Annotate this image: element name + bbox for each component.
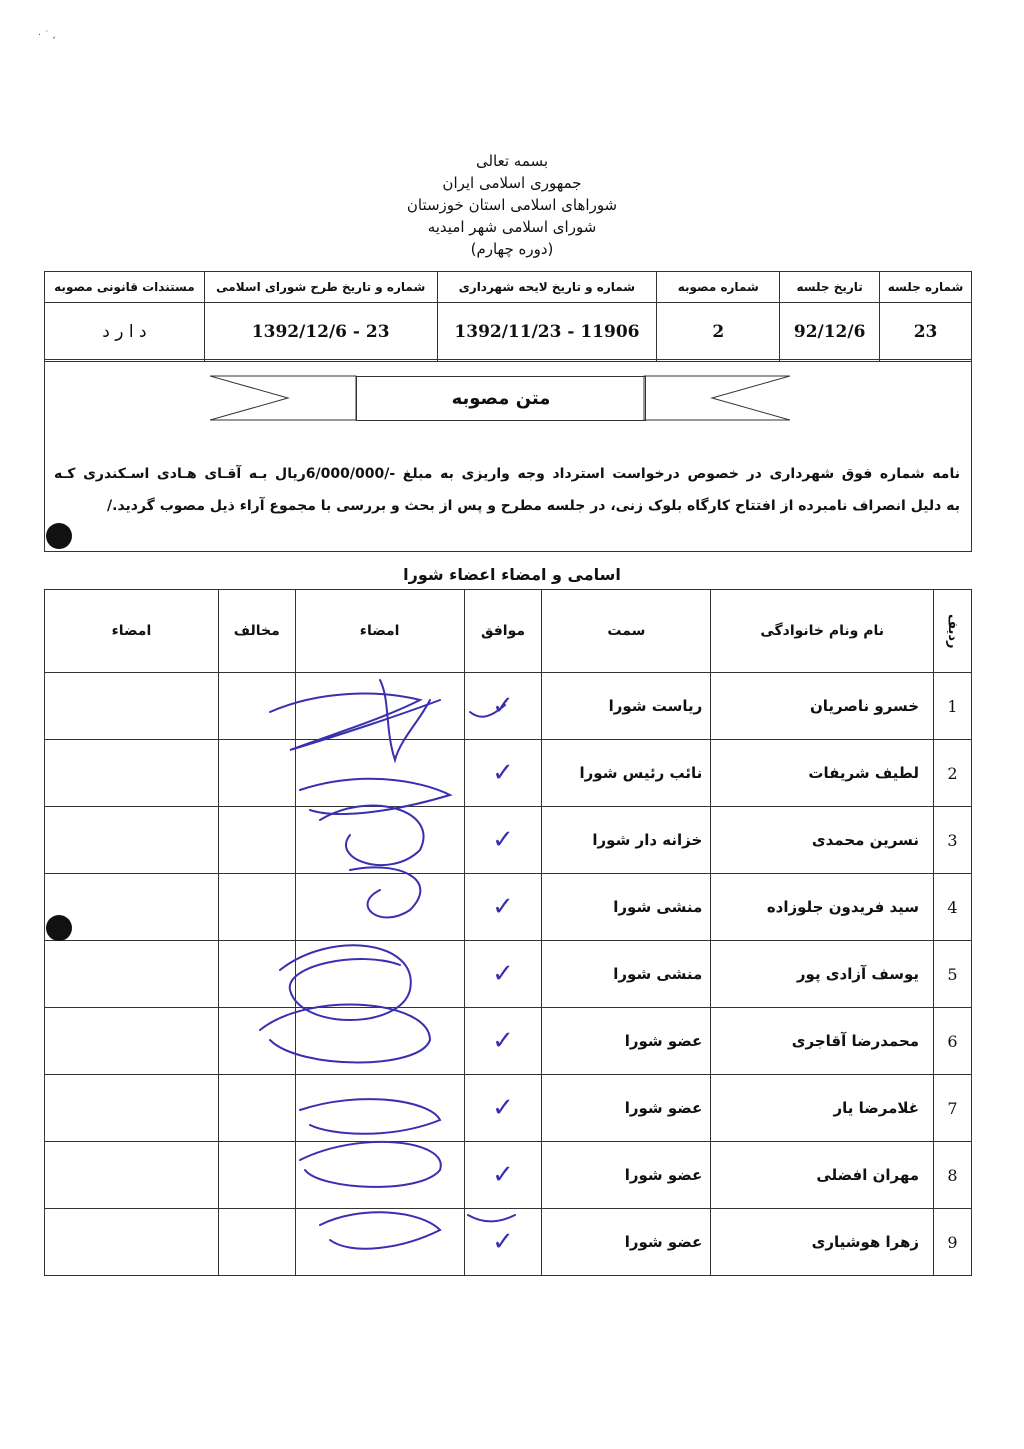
member-name: محمدرضا آقاجری	[711, 1008, 934, 1075]
resolution-line: به دلیل انصراف نامبرده از افتتاح کارگاه بلوک زنی، در جلسه مطرح و پس از بحث و بررسی با مجموع آراء ذیل مصوب گردید./	[107, 498, 960, 514]
member-disagree	[218, 740, 295, 807]
member-row	[45, 740, 972, 807]
member-signature-2	[45, 1142, 219, 1209]
members-header-row	[45, 590, 972, 673]
member-num: 2	[934, 740, 972, 807]
member-role: عضو شورا	[542, 1008, 711, 1075]
header-line: جمهوری اسلامی ایران	[442, 174, 582, 192]
member-signature	[295, 1142, 464, 1209]
meta-value-cell: د ا ر د	[45, 303, 205, 362]
member-agree: ✓	[464, 673, 542, 740]
member-signature-2	[45, 673, 219, 740]
member-num: 7	[934, 1075, 972, 1142]
meta-header-cell: شماره و تاریخ لایحه شهرداری	[437, 272, 657, 303]
member-disagree	[218, 1209, 295, 1276]
member-signature	[295, 1008, 464, 1075]
meta-value-cell: 92/12/6	[780, 303, 880, 362]
member-agree: ✓	[464, 1142, 542, 1209]
member-agree: ✓	[464, 1209, 542, 1276]
member-row	[45, 941, 972, 1008]
resolution-title: متن مصوبه	[356, 376, 646, 421]
meta-table	[44, 271, 972, 362]
member-signature-2	[45, 807, 219, 874]
meta-header-cell: تاریخ جلسه	[780, 272, 880, 303]
header-row-num: ردیف	[934, 590, 972, 673]
header-sign: امضاء	[45, 590, 219, 673]
header-name: نام ونام خانوادگی	[711, 590, 934, 673]
member-role: ریاست شورا	[542, 673, 711, 740]
member-role: عضو شورا	[542, 1209, 711, 1276]
member-signature	[295, 874, 464, 941]
meta-header-cell: شماره و تاریخ طرح شورای اسلامی	[204, 272, 437, 303]
meta-value-cell: 23	[880, 303, 972, 362]
member-signature	[295, 1075, 464, 1142]
member-name: سید فریدون جلوزاده	[711, 874, 934, 941]
member-row	[45, 673, 972, 740]
member-disagree	[218, 1008, 295, 1075]
member-num: 1	[934, 673, 972, 740]
member-name: نسرین محمدی	[711, 807, 934, 874]
member-role: منشی شورا	[542, 941, 711, 1008]
member-num: 3	[934, 807, 972, 874]
header-line: شوراهای اسلامی استان خوزستان	[406, 196, 618, 214]
member-row	[45, 1209, 972, 1276]
member-row	[45, 1075, 972, 1142]
member-num: 9	[934, 1209, 972, 1276]
member-row	[45, 1008, 972, 1075]
member-disagree	[218, 1075, 295, 1142]
member-signature-2	[45, 1075, 219, 1142]
member-num: 4	[934, 874, 972, 941]
header-role: سمت	[542, 590, 711, 673]
resolution-text	[54, 458, 960, 522]
member-row	[45, 874, 972, 941]
punch-hole	[46, 915, 72, 941]
member-agree: ✓	[464, 1075, 542, 1142]
member-row	[45, 807, 972, 874]
member-name: یوسف آزادی پور	[711, 941, 934, 1008]
member-disagree	[218, 941, 295, 1008]
member-name: غلامرضا یار	[711, 1075, 934, 1142]
header-sign: امضاء	[295, 590, 464, 673]
members-title: اسامی و امضاء اعضاء شورا	[403, 565, 621, 584]
member-name: زهرا هوشیاری	[711, 1209, 934, 1276]
meta-header-row	[45, 272, 972, 303]
member-signature	[295, 1209, 464, 1276]
member-role: عضو شورا	[542, 1142, 711, 1209]
member-num: 5	[934, 941, 972, 1008]
member-disagree	[218, 673, 295, 740]
member-signature-2	[45, 740, 219, 807]
member-agree: ✓	[464, 874, 542, 941]
member-name: مهران افضلی	[711, 1142, 934, 1209]
member-agree: ✓	[464, 807, 542, 874]
resolution-line: نامه شماره فوق شهرداری در خصوص درخواست استرداد وجه واریزی به مبلغ -/6/000/000ریال بـه آقـای هـادی اسـکندری کـه	[54, 466, 960, 482]
member-signature-2	[45, 1008, 219, 1075]
member-signature-2	[45, 1209, 219, 1276]
punch-hole	[46, 523, 72, 549]
member-signature-2	[45, 941, 219, 1008]
member-name: لطیف شریفات	[711, 740, 934, 807]
member-agree: ✓	[464, 1008, 542, 1075]
meta-value-cell: 1392/11/23 - 11906	[437, 303, 657, 362]
header-agree: موافق	[464, 590, 542, 673]
member-role: منشی شورا	[542, 874, 711, 941]
member-disagree	[218, 1142, 295, 1209]
meta-value-cell: 2	[657, 303, 780, 362]
member-role: خزانه دار شورا	[542, 807, 711, 874]
members-table	[44, 589, 972, 1276]
member-name: خسرو ناصریان	[711, 673, 934, 740]
member-signature	[295, 740, 464, 807]
member-agree: ✓	[464, 941, 542, 1008]
meta-header-cell: شماره جلسه	[880, 272, 972, 303]
member-disagree	[218, 807, 295, 874]
meta-header-cell: مستندات قانونی مصوبه	[45, 272, 205, 303]
scan-specks: · ˙ ,	[38, 30, 56, 41]
meta-header-cell: شماره مصوبه	[657, 272, 780, 303]
header-line: شورای اسلامی شهر امیدیه	[427, 218, 597, 236]
member-role: عضو شورا	[542, 1075, 711, 1142]
header-disagree: مخالف	[218, 590, 295, 673]
document-header	[0, 150, 1024, 260]
member-disagree	[218, 874, 295, 941]
member-row	[45, 1142, 972, 1209]
member-num: 6	[934, 1008, 972, 1075]
header-line: (دوره چهارم)	[470, 240, 554, 258]
member-role: نائب رئیس شورا	[542, 740, 711, 807]
member-signature	[295, 807, 464, 874]
member-agree: ✓	[464, 740, 542, 807]
header-line: بسمه تعالی	[475, 152, 549, 170]
meta-value-cell: 1392/12/6 - 23	[204, 303, 437, 362]
member-signature	[295, 941, 464, 1008]
member-num: 8	[934, 1142, 972, 1209]
meta-value-row	[45, 303, 972, 362]
member-signature	[295, 673, 464, 740]
